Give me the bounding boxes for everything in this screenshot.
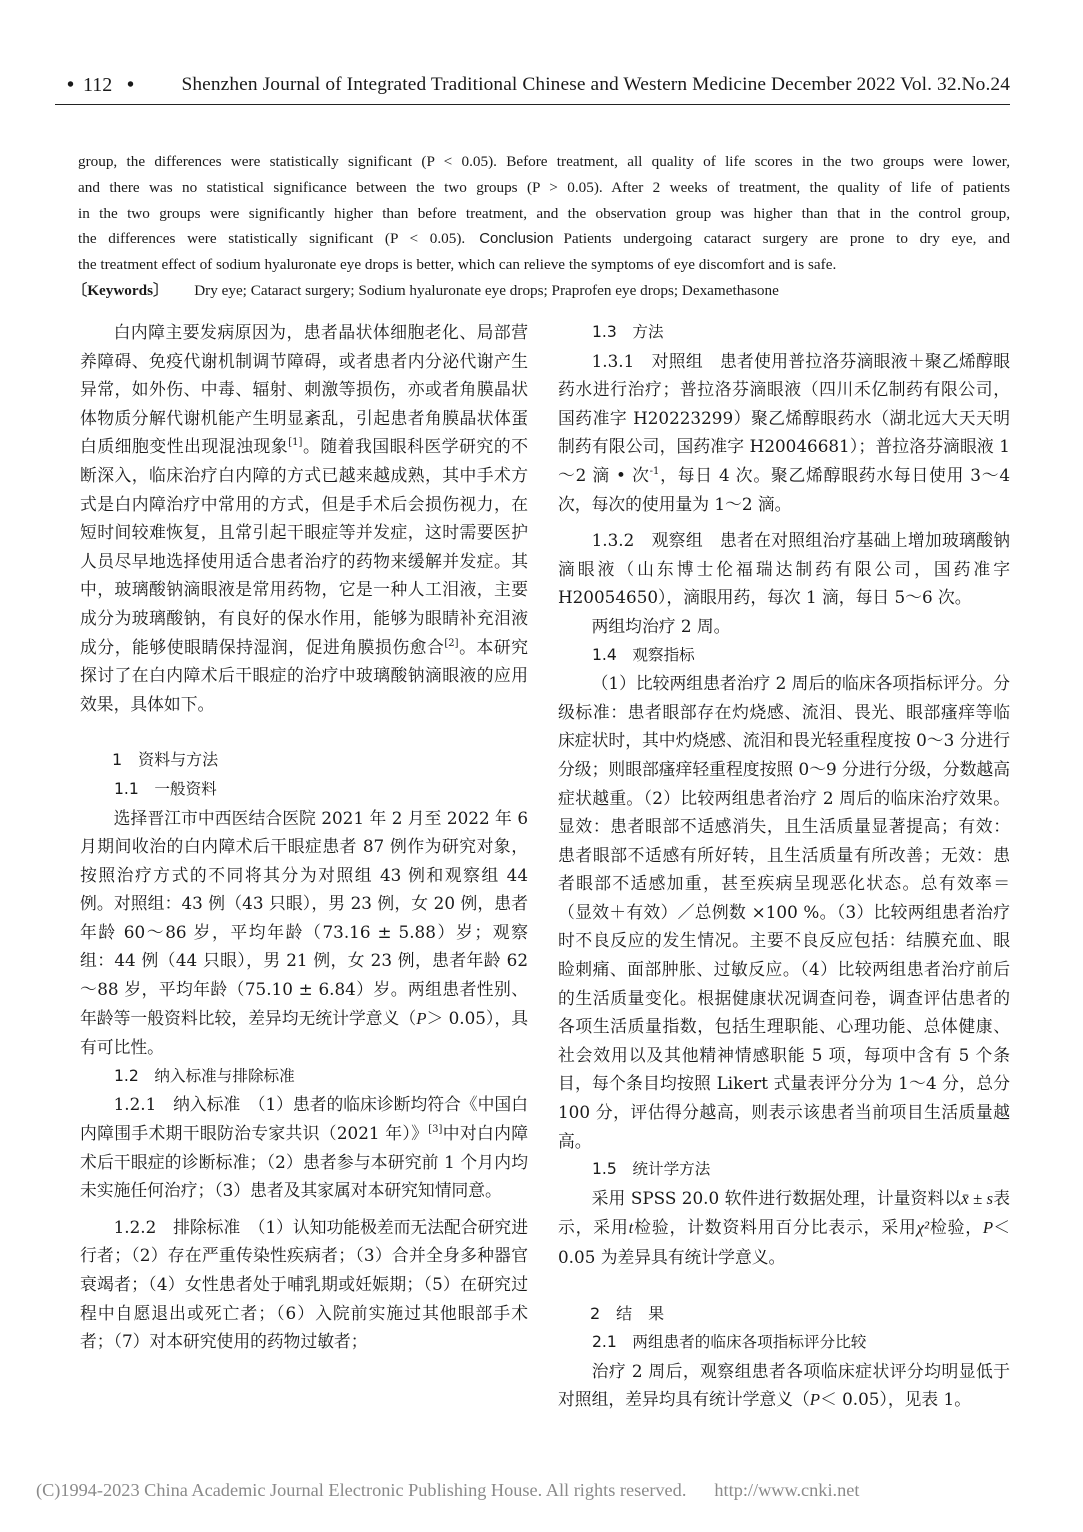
inclusion-criteria: 1.2.1 纳入标准 （1）患者的临床诊断均符合《中国白内障围手术期干眼防治专家共识（2021 年）》[3]中对白内障术后干眼症的诊断标准；（2）患者参与本研究前 1 个月内均未实施任何治疗；（3）患者及其家属对本研究知情同意。 [80, 1094, 528, 1201]
intro-paragraph: 白内障主要发病原因为，患者晶状体细胞老化、局部营养障碍、免疫代谢机制调节障碍，或者患者内分泌代谢产生异常，如外伤、中毒、辐射、刺激等损伤，亦或者角膜晶状体物质分解代谢机能产生明显紊乱，引起患者角膜晶状体蛋白质细胞变性出现混浊现象[1]。随着我国眼科医学研究的不断深入，临床治疗白内障的方式已越来越成熟，其中手术方式是白内障治疗中常用的方式，但是手术后会损伤视力，在短时间较难恢复，且常引起干眼症等并发症，这时需要医护人员尽早地选择使用适合患者治疗的药物来缓解并发症。其中，玻璃酸钠滴眼液是常用药物，它是一种人工泪液，主要成分为玻璃酸钠，有良好的保水作用，能够为眼睛补充泪液成分，能够使眼睛保持湿润，促进角膜损伤愈合[2]。本研究探讨了在白内障术后干眼症的治疗中玻璃酸钠滴眼液的应用效果，具体如下。 [80, 322, 528, 714]
treatment-duration: 两组均治疗 2 周。 [591, 615, 731, 636]
section-heading-1-5: 1.5 统计学方法 [592, 1160, 711, 1179]
observation-indicators: （1）比较两组患者治疗 2 周后的临床各项指标评分。分级标准：患者眼部存在灼烧感、流泪、畏光、眼部瘙痒等临床症状时，其中灼烧感、流泪和畏光轻重程度按 0～3 分进行分级；则眼部瘙痒轻重程度按照 0～9 分进行分级，分数越高症状越重。（2）比较两组患者治疗 2 周后的临床治疗效果。显效：患者眼部不适感消失，且生活质量显著提高；有效：患者眼部不适感有所好转，且生活质量有所改善；无效：患者眼部不适感加重，甚至疾病呈现恶化状态。总有效率＝（显效＋有效）／总例数 ×100 %。（3）比较两组患者治疗时不良反应的发生情况。主要不良反应包括：结膜充血、眼睑刺痛、面部肿胀、过敏反应。（4）比较两组患者治疗前后的生活质量变化。根据健康状况调查问卷，调查评估患者的各项生活质量指数，包括生理职能、心理功能、总体健康、社会效用以及其他精神情感职能 5 项，每项中含有 5 个条目，每个条目均按照 Likert 式量表评分分为 1～4 分，总分 100 分，评估得分越高，则表示该患者当前项目生活质量越高。 [558, 673, 1010, 1151]
abstract-tail [78, 149, 1010, 278]
section-heading-1-4: 1.4 观察指标 [592, 645, 695, 664]
section-heading-2: 2 结 果 [590, 1303, 665, 1323]
citation-2[interactable]: [2] [444, 637, 459, 649]
keywords [72, 279, 1012, 300]
keywords-label: 〔Keywords〕 [72, 282, 169, 299]
right-column [558, 318, 1010, 1415]
results-paragraph: 治疗 2 周后，观察组患者各项临床症状评分均明显低于对照组，差异均具有统计学意义（P＜ 0.05），见表 1。 [558, 1360, 1010, 1410]
abstract-line: group, the differences were statistically significant (P < 0.05). Before treatment, all quality of life scores in the two groups were lower, [78, 153, 1010, 170]
mean-sd-symbol: x̄ ± s [961, 1188, 994, 1208]
citation-3[interactable]: [3] [428, 1124, 443, 1136]
section-heading-1-1: 1.1 一般资料 [114, 779, 217, 798]
citation-1[interactable]: [1] [288, 437, 303, 449]
abstract-text: Patients undergoing cataract surgery are prone to dry eye, and [563, 230, 1010, 248]
section-heading-1: 1 资料与方法 [112, 750, 219, 770]
section-heading-2-1: 2.1 两组患者的临床各项指标评分比较 [592, 1333, 867, 1352]
abstract-text: the differences were statistically significant (P < 0.05). [78, 230, 466, 248]
cnki-link[interactable]: http://www.cnki.net [714, 1480, 860, 1500]
control-group-method: 1.3.1 对照组 患者使用普拉洛芬滴眼液＋聚乙烯醇眼药水进行治疗；普拉洛芬滴眼液（四川禾亿制药有限公司，国药准字 H20223299）聚乙烯醇眼药水（湖北远大天天明制药有限公司，国药准字 H20046681）；普拉洛芬滴眼液 1～2 滴 • 次$^{-1}$，每日 4 次。聚乙烯醇眼药水每日使用 3～4 次，每次的使用量为 1～2 滴。 [558, 350, 1010, 514]
general-info-paragraph: 选择晋江市中西医结合医院 2021 年 2 月至 2022 年 6 月期间收治的白内障术后干眼症患者 87 例作为研究对象，按照治疗方式的不同将其分为对照组 43 例和观察组 44 例。对照组：43 例（43 只眼），男 23 例，女 20 例，患者年龄 60～86 岁，平均年龄（73.16 ± 5.88）岁；观察组：44 例（44 只眼），男 21 例，女 23 例，患者年龄 62～88 岁，平均年龄（75.10 ± 6.84）岁。两组患者性别、年龄等一般资料比较，差异均无统计学意义（P＞ 0.05），具有可比性。 [80, 807, 528, 1058]
exclusion-criteria: 1.2.2 排除标准 （1）认知功能极差而无法配合研究进行者；（2）存在严重传染性疾病者；（3）合并全身多种器官衰竭者；（4）女性患者处于哺乳期或妊娠期；（5）在研究过程中自愿退出或死亡者；（6）入院前实施过其他眼部手术者；（7）对本研究使用的药物过敏者； [80, 1216, 528, 1352]
footer [36, 1480, 1046, 1501]
header-rule [55, 104, 1010, 105]
abstract-line: the treatment effect of sodium hyaluronate eye drops is better, which can relieve the symptoms of eye discomfort and is safe. [78, 256, 837, 274]
abstract-line: and there was no statistical significance between the two groups (P > 0.05). After 2 weeks of treatment, the quality of life of patients [78, 178, 1010, 196]
bullet-left: • [67, 74, 75, 96]
copyright-text: (C)1994-2023 China Academic Journal Electronic Publishing House. All rights reserved. [36, 1480, 687, 1500]
conclusion-label: Conclusion [479, 230, 554, 248]
left-column [80, 318, 528, 1356]
section-heading-1-2: 1.2 纳入标准与排除标准 [114, 1066, 295, 1085]
keywords-text: Dry eye; Cataract surgery; Sodium hyaluronate eye drops; Praprofen eye drops; Dexamethasone [194, 282, 779, 299]
bullet-right: • [127, 74, 135, 96]
statistics-paragraph: 采用 SPSS 20.0 软件进行数据处理，计量资料以x̄ ± s表示，采用t检验，计数资料用百分比表示，采用χ²检验，P＜ 0.05 为差异具有统计学意义。 [558, 1187, 1010, 1267]
observation-group-method: 1.3.2 观察组 患者在对照组治疗基础上增加玻璃酸钠滴眼液（山东博士伦福瑞达制药有限公司，国药准字 H20054650），滴眼用药，每次 1 滴，每日 5～6 次。 [558, 530, 1010, 608]
running-header [55, 74, 1010, 104]
page-number: 112 [83, 74, 113, 96]
journal-title: Shenzhen Journal of Integrated Traditional Chinese and Western Medicine December 2022 Vol. 32.No.24 [181, 74, 1010, 95]
section-heading-1-3: 1.3 方法 [592, 323, 664, 341]
abstract-line [78, 226, 1010, 252]
abstract-line: in the two groups were significantly higher than before treatment, and the observation group was higher than that in the control group, [78, 204, 1010, 222]
